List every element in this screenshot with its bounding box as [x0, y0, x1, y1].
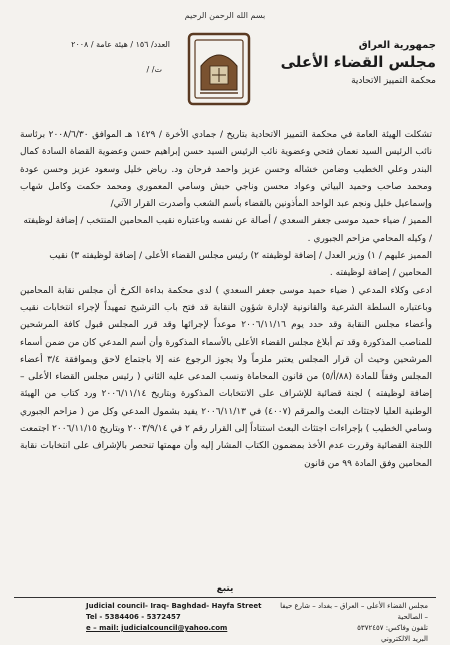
- court-title: محكمة التمييز الاتحادية: [351, 76, 436, 86]
- footer-phone-en: Tel - 5384406 - 5372457: [86, 613, 181, 621]
- reference-date: ت/ /: [146, 65, 162, 74]
- paragraph-appellant: المميز / ضياء حميد موسى جعفر السعدي / أصالة عن نفسه وباعتباره نقيب المحامين المنتخب / إضافة لوظيفته / وكيله المحامي مزاحم الجبوري .: [23, 216, 432, 244]
- basmala: بسم الله الرحمن الرحيم: [184, 11, 266, 20]
- paragraph-claim: ادعى وكلاء المدعي ( ضياء حميد موسى جعفر السعدي ) لدى محكمة بداءة الكرخ أن مجلس نقابة المحامين وباعتباره السلطة الشرعية والقانونية لإدارة شؤون النقابة قد فتح باب الترشيح تمهيداً لإجراء انتخابات نقيب وأعضاء مجلس النقابة وقد حدد يوم ٢٠٠٦/١١/١٦ موعداً لإجرائها وقد قرر المجلس قبول كافة المرشحين للمناصب المذكورة وقد تم أبلاغ مجلس القضاء الأعلى بالأسماء المذكورة وأن أسم المدعي كان من ضمن أسماء المرشحين وحيث أن قرار المجلس يعتبر ملزماً ولا يجوز الرجوع عنه إلا باجتماع لاحق وبموافقة ٣/٤ أعضاء المجلس وفقاً للمادة (٨٨/أ/٥) من قانون المحاماة ونسب المدعى عليه الثاني ( رئيس مجلس القضاء الأعلى – إضافة لوظيفته ) لجنة قضائية للإشراف على الانتخابات المذكورة وبتاريخ ٢٠٠٦/١١/١٤ ورد كتاب من الهيئة الوطنية العليا لاجتثاث البعث والمرقم (٤٠٠٧) في ٢٠٠٦/١١/١٣ يفيد بشمول المدعي وكل من ( مزاحم الجبوري وسامي الخطيب ) بإجراءات اجتثاث البعث استناداً إلى القرار رقم ٢ في ٢٠٠٣/٩/١٤ وبتاريخ ٢٠٠٦/١١/١٥ اجتمعت اللجنة القضائية وقررت عدم الأخذ بمضمون الكتاب المشار إليه وأن مهمتها تنحصر بالإشراف على انتخابات نقابة المحامين وفق المادة ٩٩ من قانون: [20, 285, 432, 469]
- continued-marker: يتبع: [216, 584, 234, 594]
- letterhead: [276, 40, 436, 86]
- reference-number: العدد/ ١٥٦ / هيئة عامة / ٢٠٠٨: [71, 40, 170, 49]
- republic-title: جمهورية العراق: [358, 40, 436, 51]
- footer-divider: [14, 597, 436, 598]
- paragraph-session: تشكلت الهيئة العامة في محكمة التمييز الاتحادية بتاريخ / جمادي الأخرة / ١٤٢٩ هـ الموافق ٢٠٠٨/٦/٣٠ برئاسة نائب الرئيس السيد نعمان فتحي وعضوية نائب الرئيس السيد حسن إبراهيم حسن وعضوية القضاة السادة كمال البندر وعلي الخطيب وضامن خشاله وحسن عزيز واحمد فرحان ود. رياض خليل وسعود عزيز وحسن عودة ومحمد صاحب وحميد البياتي وعواد محسن وناجي حبش وسامي المعموري ومحمد حكمت وكامل شهاب وإسماعيل خليل ونجم عبد الواحد المأذونين بالقضاء بأسم الشعب وأصدرت القرار الآتي/: [20, 130, 432, 210]
- judicial-council-emblem-icon: [186, 32, 252, 106]
- footer-address-en: Judicial council- Iraq- Baghdad- Hayfa Street: [86, 602, 262, 610]
- footer-phone-ar: تلفون وفاكس: ٥٣٧٢٤٥٧: [357, 624, 428, 632]
- decision-body: [20, 127, 432, 473]
- footer-email-ar: البريد الالكتروني: [381, 635, 428, 643]
- footer-address-ar: مجلس القضاء الأعلى – العراق – بغداد – شارع حيفا – الصالحية: [280, 602, 428, 621]
- footer-arabic: [278, 601, 428, 645]
- council-title: مجلس القضاء الأعلى: [280, 53, 436, 71]
- paragraph-respondents: المميز عليهم / ١) وزير العدل / إضافة لوظيفته ٢) رئيس مجلس القضاء الأعلى / إضافة لوظيفته ٣) نقيب المحامين / إضافة لوظيفته .: [49, 251, 432, 279]
- footer-email-en: e – mail: judicialcouncil@yahoo.com: [86, 624, 228, 632]
- footer-english: [86, 601, 286, 634]
